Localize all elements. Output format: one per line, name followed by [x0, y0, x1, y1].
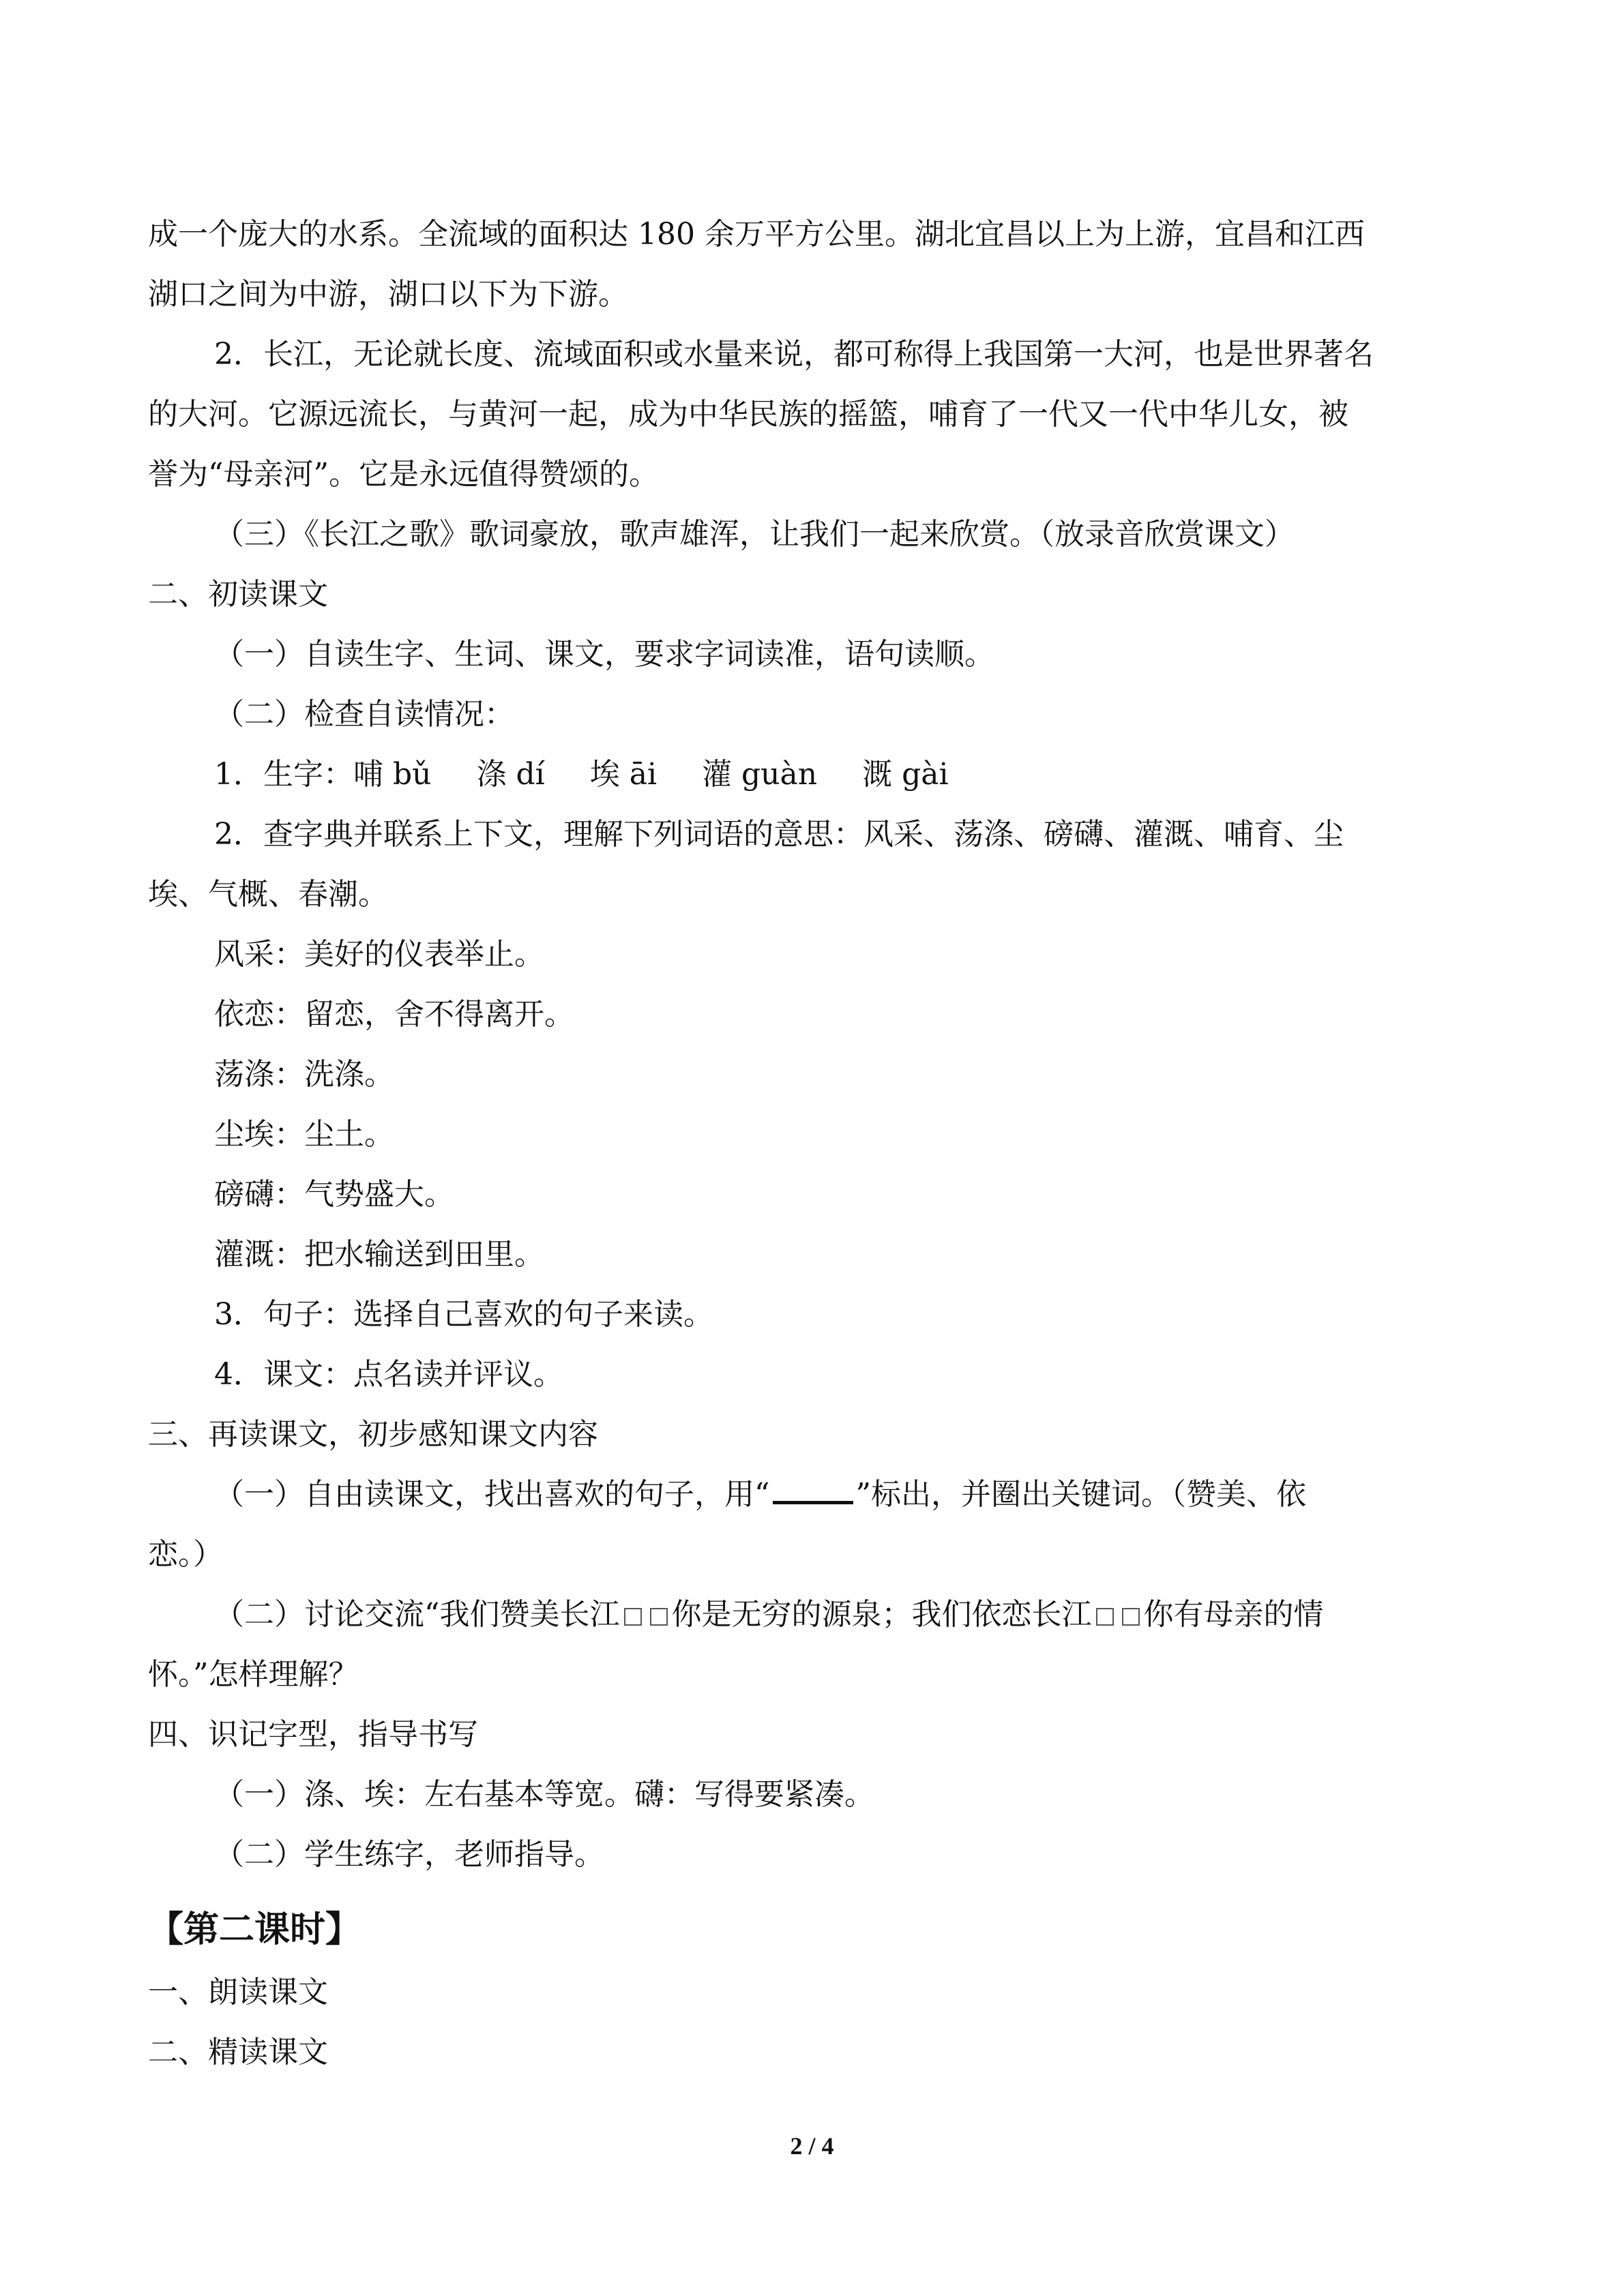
quote-part: （二）讨论交流“我们赞美长江	[214, 1597, 620, 1632]
blank-line-before: （一）自由读课文，找出喜欢的句子，用“	[214, 1477, 770, 1512]
paragraph-line: 2．查字典并联系上下文，理解下列词语的意思：风采、荡涤、磅礴、灌溉、哺育、尘	[214, 817, 1344, 852]
paragraph-line: 恋。）	[148, 1537, 223, 1572]
underline-blank	[773, 1480, 853, 1504]
missing-glyph-box	[624, 1608, 642, 1626]
paragraph-line: （三）《长江之歌》歌词豪放，歌声雄浑，让我们一起来欣赏。（放录音欣赏课文）	[214, 517, 1295, 552]
section-heading: 二、精读课文	[148, 2035, 328, 2070]
pinyin-item: 灌 guàn	[702, 757, 818, 792]
pinyin-item: 哺 bǔ	[353, 757, 432, 792]
paragraph-line: 湖口之间为中游，湖口以下为下游。	[148, 277, 628, 312]
pinyin-prefix: 1．生字：	[214, 757, 353, 792]
definition-line: 磅礴：气势盛大。	[214, 1177, 454, 1212]
definition-line: 风采：美好的仪表举止。	[214, 937, 544, 972]
section-heading: 二、初读课文	[148, 577, 328, 612]
pinyin-item: 溉 gài	[862, 757, 949, 792]
paragraph-line: 的大河。它源远流长，与黄河一起，成为中华民族的摇篮，哺育了一代又一代中华儿女，被	[148, 397, 1348, 432]
paragraph-line: 埃、气概、春潮。	[148, 877, 388, 912]
paragraph-line: 2．长江，无论就长度、流域面积或水量来说，都可称得上我国第一大河，也是世界著名	[214, 337, 1374, 372]
definition-line: 依恋：留恋，舍不得离开。	[214, 997, 574, 1032]
blank-line-after: ”标出，并圈出关键词。（赞美、依	[855, 1477, 1306, 1512]
pinyin-line	[148, 745, 1475, 805]
quote-part: 你是无穷的源泉；我们依恋长江	[671, 1597, 1092, 1632]
page-number: 2 / 4	[790, 2132, 834, 2160]
paragraph-line: （一）涤、埃：左右基本等宽。礴：写得要紧凑。	[214, 1777, 874, 1812]
missing-glyph-box	[650, 1608, 668, 1626]
section-heading: 一、朗读课文	[148, 1975, 328, 2010]
paragraph-line	[148, 1585, 1475, 1645]
paragraph-line: 4．课文：点名读并评议。	[214, 1357, 563, 1392]
paragraph-line: （二）检查自读情况：	[214, 697, 514, 732]
quote-part: 你有母亲的情	[1143, 1597, 1324, 1632]
definition-line: 灌溉：把水输送到田里。	[214, 1237, 544, 1272]
lesson-heading: 【第二课时】	[148, 1909, 361, 1950]
paragraph-line: （一）自读生字、生词、课文，要求字词读准，语句读顺。	[214, 637, 994, 672]
paragraph-line	[148, 1465, 1475, 1525]
definition-line: 荡涤：洗涤。	[214, 1057, 394, 1092]
pinyin-item: 涤 dí	[476, 757, 545, 792]
missing-glyph-box	[1122, 1608, 1140, 1626]
section-heading: 三、再读课文，初步感知课文内容	[148, 1417, 598, 1452]
paragraph-line: 誉为“母亲河”。它是永远值得赞颂的。	[148, 457, 659, 492]
pinyin-item: 埃 āi	[589, 757, 658, 792]
section-heading: 四、识记字型，指导书写	[148, 1717, 478, 1752]
paragraph-line: 3．句子：选择自己喜欢的句子来读。	[214, 1297, 713, 1332]
paragraph-line: 成一个庞大的水系。全流域的面积达 180 余万平方公里。湖北宜昌以上为上游，宜昌和江西	[148, 217, 1365, 252]
definition-line: 尘埃：尘土。	[214, 1117, 394, 1152]
missing-glyph-box	[1096, 1608, 1114, 1626]
paragraph-line: 怀。”怎样理解？	[148, 1657, 359, 1692]
paragraph-line: （二）学生练字，老师指导。	[214, 1837, 604, 1872]
document-body	[148, 205, 1475, 2083]
